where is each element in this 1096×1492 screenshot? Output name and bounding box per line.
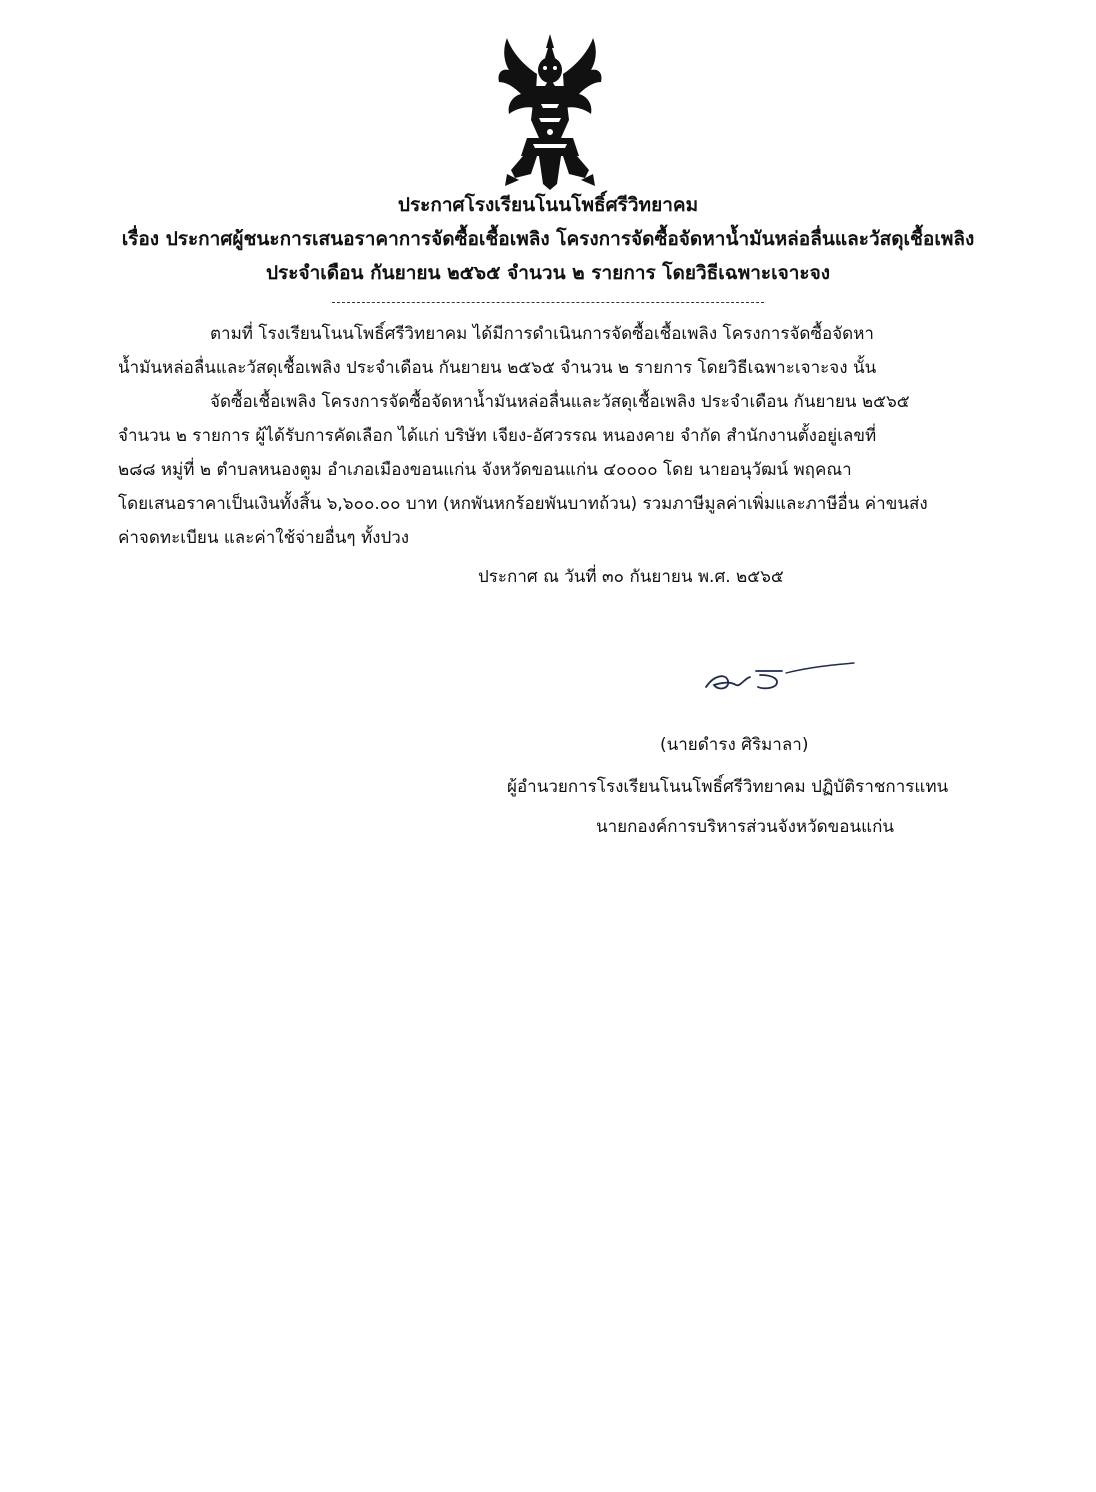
body-line-1: ตามที่ โรงเรียนโนนโพธิ์ศรีวิทยาคม ได้มีการดำเนินการจัดซื้อเชื้อเพลิง โครงการจัดซื้อจัดหา bbox=[210, 324, 874, 344]
body-line-6: โดยเสนอราคาเป็นเงินทั้งสิ้น ๖,๖๐๐.๐๐ บาท (หกพันหกร้อยพันบาทถ้วน) รวมภาษีมูลค่าเพิ่มและภาษีอื่น ค่าขนส่ง bbox=[118, 494, 928, 514]
signatory-name: (นายดำรง ศิริมาลา) bbox=[660, 735, 809, 755]
announcement-date: ประกาศ ณ วันที่ ๓๐ กันยายน พ.ศ. ๒๕๖๕ bbox=[478, 567, 784, 587]
garuda-emblem-icon bbox=[497, 34, 603, 190]
body-line-4: จำนวน ๒ รายการ ผู้ได้รับการคัดเลือก ได้แก่ บริษัท เจียง-อัศวรรณ หนองคาย จำกัด สำนักงานตั้งอยู่เลขที่ bbox=[118, 426, 877, 446]
body-line-7: ค่าจดทะเบียน และค่าใช้จ่ายอื่นๆ ทั้งปวง bbox=[118, 528, 410, 548]
signatory-position: ผู้อำนวยการโรงเรียนโนนโพธิ์ศรีวิทยาคม ปฏิบัติราชการแทน bbox=[507, 777, 949, 797]
subject-line-2: ประจำเดือน กันยายน ๒๕๖๕ จำนวน ๒ รายการ โดยวิธีเฉพาะเจาะจง bbox=[266, 262, 830, 284]
body-line-2: น้ำมันหล่อลื่นและวัสดุเชื้อเพลิง ประจำเดือน กันยายน ๒๕๖๕ จำนวน ๒ รายการ โดยวิธีเฉพาะเจาะจง นั้น bbox=[118, 358, 877, 378]
handwritten-signature bbox=[700, 655, 860, 700]
body-line-3: จัดซื้อเชื้อเพลิง โครงการจัดซื้อจัดหาน้ำมันหล่อลื่นและวัสดุเชื้อเพลิง ประจำเดือน กันยายน ๒๕๖๕ bbox=[210, 392, 910, 412]
dashed-divider bbox=[332, 302, 764, 303]
signatory-position-2: นายกองค์การบริหารส่วนจังหวัดขอนแก่น bbox=[596, 817, 894, 837]
body-line-5: ๒๘๘ หมู่ที่ ๒ ตำบลหนองตูม อำเภอเมืองขอนแก่น จังหวัดขอนแก่น ๔๐๐๐๐ โดย นายอนุวัฒน์ พฤคณา bbox=[118, 460, 852, 480]
subject-line: เรื่อง ประกาศผู้ชนะการเสนอราคาการจัดซื้อเชื้อเพลิง โครงการจัดซื้อจัดหาน้ำมันหล่อลื่นและวัสดุเชื้อเพลิง bbox=[121, 228, 975, 250]
document-title: ประกาศโรงเรียนโนนโพธิ์ศรีวิทยาคม bbox=[397, 194, 699, 216]
